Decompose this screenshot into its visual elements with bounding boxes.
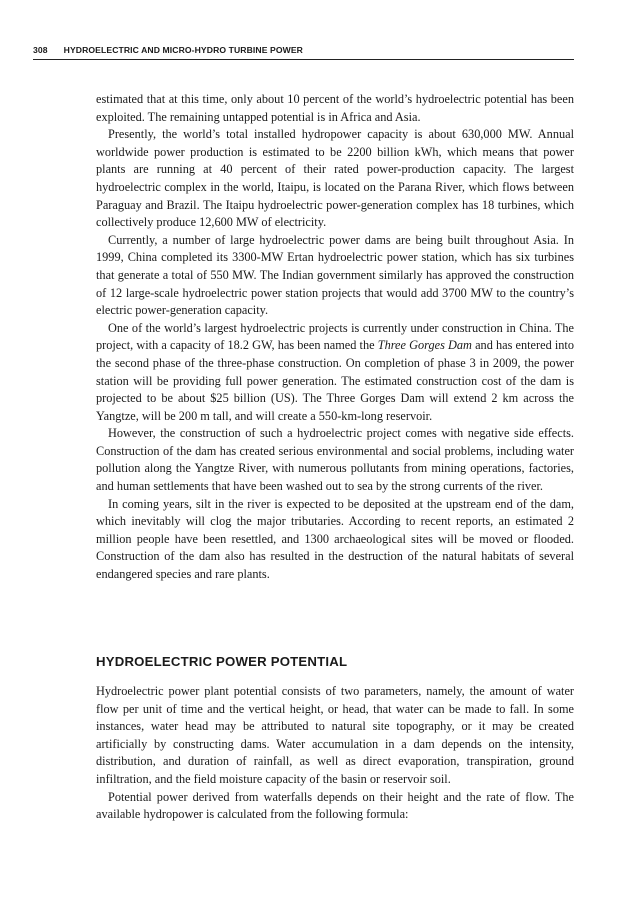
- running-head-title: HYDROELECTRIC AND MICRO-HYDRO TURBINE POWER: [63, 45, 303, 55]
- paragraph-three-gorges: [96, 320, 574, 426]
- body-text-section: [96, 683, 574, 824]
- paragraph-installed-capacity: Presently, the world’s total installed hydropower capacity is about 630,000 MW. Annual worldwide power production is estimated to be 2200 billion kWh, which means that power plants are running at 40 percent of their rated power-production capacity. The largest hydroelectric complex in the world, Itaipu, is located on the Parana River, which flows between Paraguay and Brazil. The Itaipu hydroelectric power-generation complex has 18 turbines, which collectively produce 12,600 MW of electricity.: [96, 127, 574, 230]
- three-gorges-text-before: One of the world’s largest hydroelectric projects is currently under construction in China. The project, with a capacity of 18.2 GW, has been named the: [96, 320, 574, 353]
- three-gorges-text-after: and has entered into the second phase of the three-phase construction. On completion of phase 3 in 2009, the power station will be providing full power generation. The estimated construction cost of the dam is projected to be about $25 billion (US). The Three Gorges Dam will extend 2 km across the Yangtze, will be 200 m tall, and will create a 550-km-long reservoir.: [96, 338, 574, 423]
- paragraph-negative-effects: However, the construction of such a hydroelectric project comes with negative side effects. Construction of the dam has created serious environmental and social problems, including water pollution along the Yangtze River, with numerous pollutants from mining operations, factories, and human settlements that have been washed out to sea by the strong currents of the river.: [96, 426, 574, 494]
- three-gorges-dam-name: Three Gorges Dam: [377, 338, 472, 353]
- paragraph-silt-resettlement: In coming years, silt in the river is expected to be deposited at the upstream end of the dam, which inevitably will clog the major tributaries. According to recent reports, an estimated 2 million people have been resettled, and 1300 archaeological sites will be moved or flooded. Construction of the dam also has resulted in the destruction of the natural habitats of several endangered species and rare plants.: [96, 496, 574, 582]
- running-head: [33, 41, 574, 60]
- body-text-top: [96, 91, 574, 584]
- paragraph-formula-intro: Potential power derived from waterfalls depends on their height and the rate of flow. The available hydropower is calculated from the following formula:: [96, 789, 574, 822]
- paragraph-asia-dams: Currently, a number of large hydroelectric power dams are being built throughout Asia. In 1999, China completed its 3300-MW Ertan hydroelectric power station, which has six turbines that generate a total of 550 MW. The Indian government similarly has approved the construction of 12 large-scale hydroelectric power station projects that would add 3700 MW to the country’s electric power-generation capacity.: [96, 232, 574, 318]
- section-heading: HYDROELECTRIC POWER POTENTIAL: [96, 654, 348, 669]
- paragraph-hydro-potential-exploited: estimated that at this time, only about 10 percent of the world’s hydroelectric potential has been exploited. The remaining untapped potential is in Africa and Asia.: [96, 92, 574, 124]
- paragraph-power-plant-potential: Hydroelectric power plant potential consists of two parameters, namely, the amount of water flow per unit of time and the vertical height, or head, that water can be made to fall. In some instances, water head may be attributed to natural site topography, or it may be created artificially by constructing dams. Water accumulation in a dam depends on the intensity, distribution, and duration of rainfall, as well as direct evaporation, transpiration, ground infiltration, and the field moisture capacity of the basin or reservoir soil.: [96, 684, 574, 786]
- page-number: 308: [33, 45, 48, 55]
